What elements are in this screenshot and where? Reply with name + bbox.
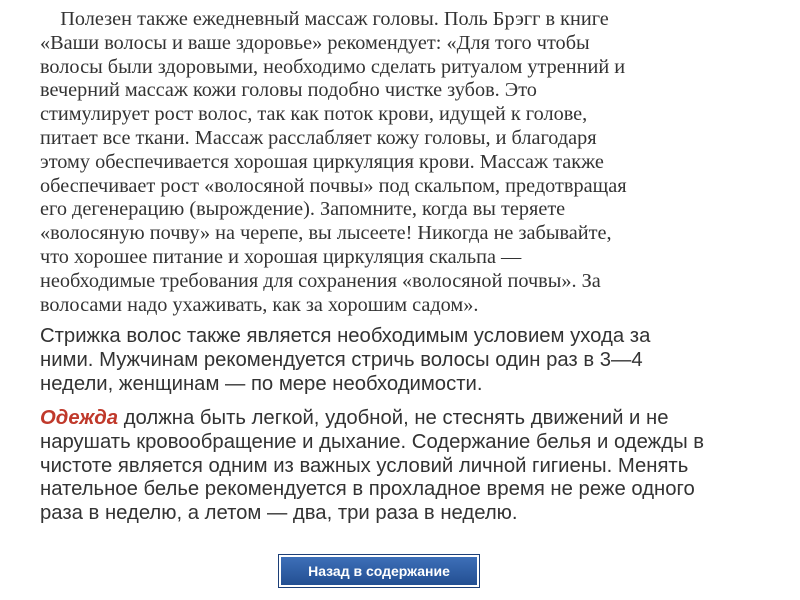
clothing-text: должна быть легкой, удобной, не стеснять движений и не нарушать кровообращение и дыхание. Содержание белья и одежды в чистоте является одним из важных условий личной гигиены. Менять нательное белье рекомендуется в прохладное время не реже одного раза в неделю, а летом — два, три раза в неделю.	[40, 407, 705, 525]
paragraph-clothing	[40, 407, 704, 526]
clothing-term: Одежда	[40, 407, 119, 429]
back-to-contents-button[interactable]	[278, 554, 480, 588]
back-to-contents-label: Назад в содержание	[281, 557, 477, 585]
paragraph-haircut: Стрижка волос также является необходимым условием ухода за ними. Мужчинам рекомендуется стричь волосы один раз в 3—4 недели, женщинам — по мере необходимости.	[40, 325, 651, 395]
paragraph-head-massage: Полезен также ежедневный массаж головы. Поль Брэгг в книге «Ваши волосы и ваше здоровье» рекомендует: «Для того чтобы волосы были здоровыми, необходимо сделать ритуалом утренний и вечерний массаж кожи головы подобно чистке зубов. Это стимулирует рост волос, так как поток крови, идущей к голове, питает все ткани. Массаж расслабляет кожу головы, и благодаря этому обеспечивается хорошая циркуляция крови. Массаж также обеспечивает рост «волосяной почвы» под скальпом, предотвращая его дегенерацию (вырождение). Запомните, когда вы теряете «волосяную почву» на черепе, вы лысеете! Никогда не забывайте, что хорошее питание и хорошая циркуляция скальпа — необходимые требования для сохранения «волосяной почвы». За волосами надо ухаживать, как за хорошим садом».	[40, 8, 627, 316]
